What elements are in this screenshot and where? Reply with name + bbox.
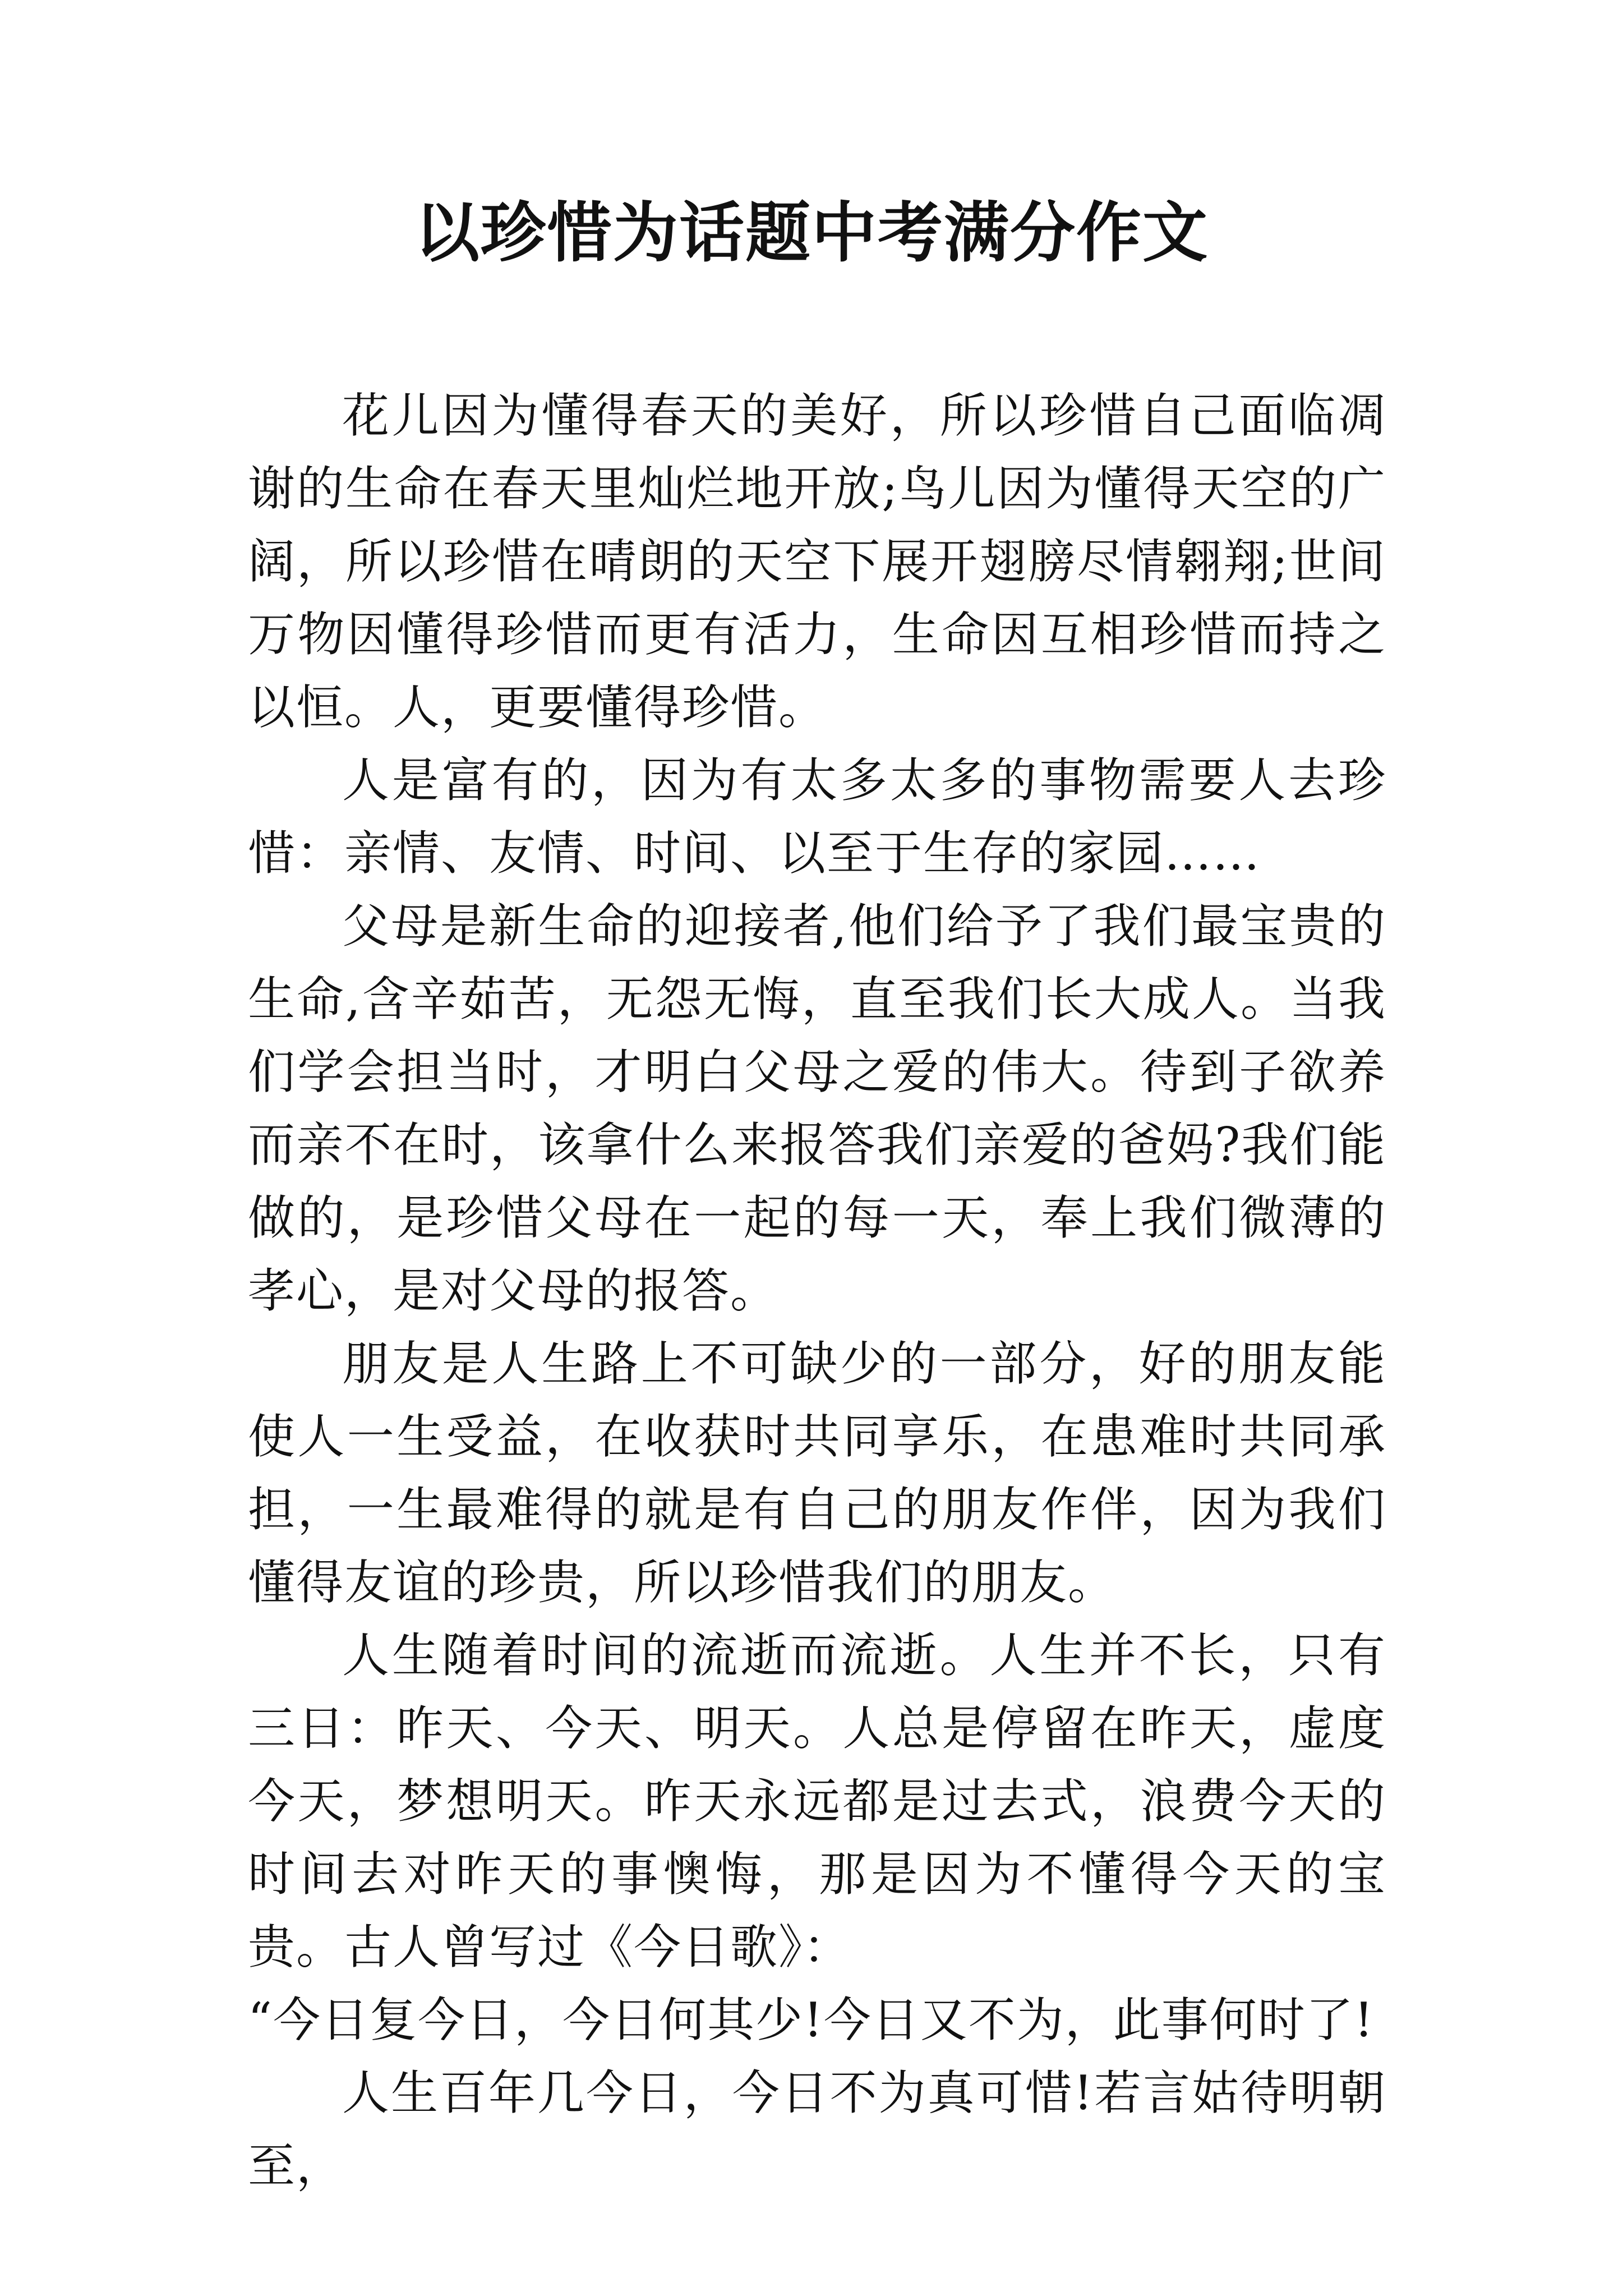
- paragraph: 朋友是人生路上不可缺少的一部分，好的朋友能使人一生受益，在收获时共同享乐，在患难时共同承担，一生最难得的就是有自己的朋友作伴，因为我们懂得友谊的珍贵，所以珍惜我们的朋友。: [248, 1336, 1386, 1610]
- document-title: 以珍惜为话题中考满分作文: [414, 195, 1209, 271]
- paragraph: 人是富有的，因为有太多太多的事物需要人去珍惜：亲情、友情、时间、以至于生存的家园……: [248, 753, 1386, 881]
- paragraph: 人生百年几今日，今日不为真可惜!若言姑待明朝至，: [248, 2065, 1386, 2193]
- paragraph-quote: “今日复今日，今日何其少!今日又不为，此事何时了!: [248, 1993, 1375, 2047]
- paragraph: 父母是新生命的迎接者,他们给予了我们最宝贵的生命,含辛茹苦，无怨无悔，直至我们长大成人。当我们学会担当时，才明白父母之爱的伟大。待到子欲养而亲不在时，该拿什么来报答我们亲爱的爸妈?我们能做的，是珍惜父母在一起的每一天，奉上我们微薄的孝心，是对父母的报答。: [248, 899, 1386, 1318]
- paragraph: 人生随着时间的流逝而流逝。人生并不长，只有三日：昨天、今天、明天。人总是停留在昨天，虚度今天，梦想明天。昨天永远都是过去式，浪费今天的时间去对昨天的事懊悔，那是因为不懂得今天的宝贵。古人曾写过《今日歌》：: [248, 1628, 1386, 1975]
- paragraph: 花儿因为懂得春天的美好，所以珍惜自己面临凋谢的生命在春天里灿烂地开放;鸟儿因为懂得天空的广阔，所以珍惜在晴朗的天空下展开翅膀尽情翱翔;世间万物因懂得珍惜而更有活力，生命因互相珍惜而持之以恒。人，更要懂得珍惜。: [248, 388, 1386, 735]
- document-body: [248, 379, 1386, 2202]
